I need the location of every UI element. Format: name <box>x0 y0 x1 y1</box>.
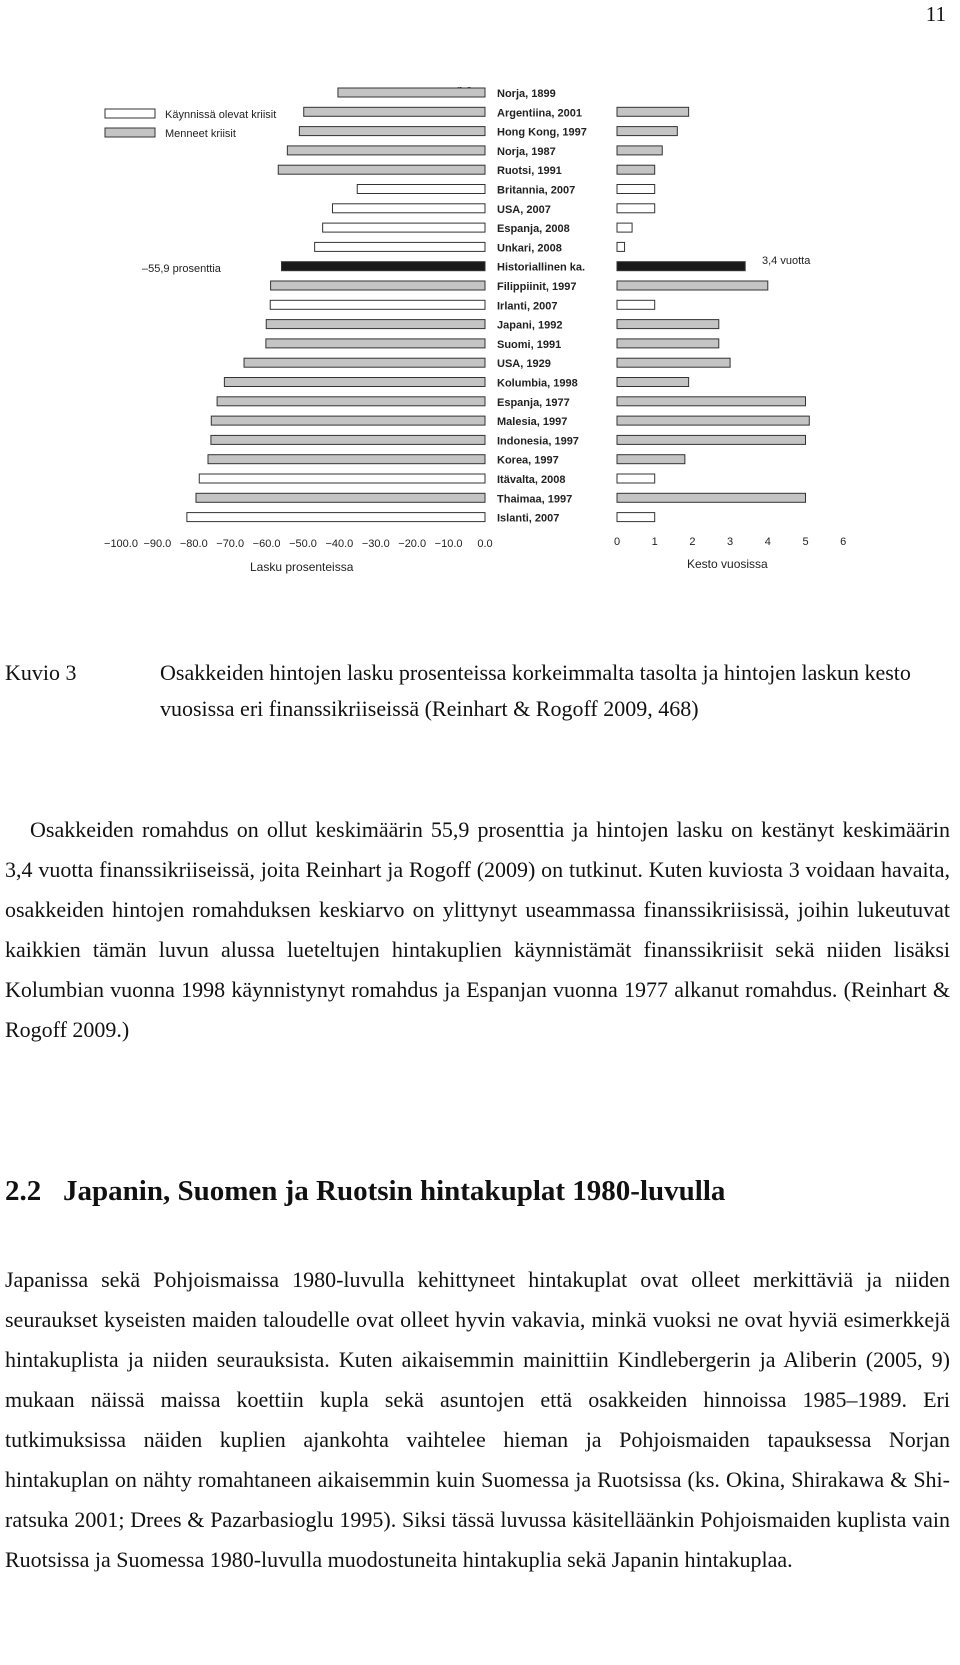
paragraph-1: Osakkeiden romahdus on ollut keskimäärin 55,9 prosenttia ja hintojen lasku on kestänyt keskimäärin 3,4 vuotta finanssikriiseissä, joita Reinhart ja Rogoff (2009) on tutkinut. Kuten kuviosta 3 voidaan havaita, osakkeiden hintojen romahduksen keskiarvo on ylittynyt useammassa finanssikriisissä, joihin lukeutuvat kaikkien tämän luvun alussa lueteltujen hintakuplien käynnistämät finanssikriisit sekä niiden lisäksi Kolumbian vuonna 1998 käynnistynyt romahdus ja Espanjan vuonna 1977 alkanut romahdus. (Reinhart & Rogoff 2009.) <box>5 817 950 1042</box>
bar-drop-10 <box>271 281 485 290</box>
bar-drop-4 <box>278 165 485 174</box>
bar-duration-20 <box>617 474 655 483</box>
bar-drop-2 <box>299 127 485 136</box>
legend-label-past: Menneet kriisit <box>165 128 236 140</box>
section-number: 2.2 <box>5 1175 42 1207</box>
bar-duration-8 <box>617 242 625 251</box>
right-tick-1: 1 <box>651 536 658 548</box>
left-tick-2: −80.0 <box>179 538 208 550</box>
bar-duration-14 <box>617 358 730 367</box>
left-annotation: –55,9 prosenttia <box>142 263 221 275</box>
bar-duration-3 <box>617 146 662 155</box>
category-label-16: Espanja, 1977 <box>497 396 570 409</box>
bar-duration-17 <box>617 416 809 425</box>
bar-drop-17 <box>211 416 485 425</box>
category-labels <box>497 88 587 525</box>
bar-drop-6 <box>332 204 485 213</box>
bar-duration-11 <box>617 300 655 309</box>
bar-drop-18 <box>211 435 485 444</box>
bar-drop-12 <box>266 320 485 329</box>
left-tick-5: −50.0 <box>289 538 317 550</box>
bar-drop-22 <box>187 513 485 522</box>
category-label-10: Filippiinit, 1997 <box>497 281 577 293</box>
category-label-19: Korea, 1997 <box>497 454 559 467</box>
right-bars <box>617 107 809 521</box>
bar-drop-0 <box>338 88 485 97</box>
category-label-1: Argentiina, 2001 <box>497 107 582 120</box>
bar-duration-2 <box>617 127 677 136</box>
left-axis-title: Lasku prosenteissa <box>250 560 354 574</box>
left-tick-9: −10.0 <box>434 538 463 550</box>
bar-duration-10 <box>617 281 768 290</box>
bar-duration-7 <box>617 223 632 232</box>
caption-label: Kuvio 3 <box>5 660 77 685</box>
bar-drop-20 <box>199 474 485 483</box>
bar-drop-14 <box>244 358 485 367</box>
left-tick-4: −60.0 <box>252 538 281 550</box>
category-label-21: Thaimaa, 1997 <box>497 493 573 506</box>
paragraph-2: Japanissa sekä Pohjoismaissa 1980-luvulla kehittyneet hintakuplat ovat olleet merkittäviä ja niiden seuraukset kyseisten maiden taloudelle ovat olleet hyvin vakavia, minkä vuoksi ne ovat hyviä esimerkkejä hintakuplista ja niiden seurauksista. Kuten aikaisemmin mainittiin Kindlebergerin ja Aliberin (2005, 9) mukaan näissä maissa koettiin kupla sekä asuntojen että osakkeiden hinnoissa 1985–1989. Eri tutkimuksissa näiden kuplien ajankohta vaihtelee hieman ja Pohjoismaiden tapauksessa Norjan hintakuplan on nähty romahtaneen aikaisemmin kuin Suomessa ja Ruotsissa (ks. Okina, Shirakawa & Shiratsuka 2001; Drees & Pazarbasioglu 1995). Siksi tässä luvussa käsitelläänkin Pohjoismaiden kuplista vain Ruotsissa ja Suomessa 1980-luvulla muodostuneita hintakuplia sekä Japanin hintakuplaa. <box>5 1267 950 1572</box>
right-tick-5: 5 <box>802 536 809 548</box>
bar-drop-21 <box>196 493 485 502</box>
bar-drop-5 <box>357 185 485 194</box>
bar-duration-9 <box>617 262 745 271</box>
bar-drop-15 <box>224 378 485 387</box>
bar-duration-19 <box>617 455 685 464</box>
category-label-11: Irlanti, 2007 <box>497 300 558 313</box>
category-label-6: USA, 2007 <box>497 203 551 216</box>
bar-drop-9 <box>282 262 485 271</box>
legend-label-ongoing: Käynnissä olevat kriisit <box>165 109 277 121</box>
chart-legend <box>105 109 276 140</box>
bar-drop-8 <box>315 242 485 251</box>
category-label-14: USA, 1929 <box>497 358 551 371</box>
figure-chart <box>60 75 920 615</box>
bar-drop-7 <box>323 223 485 232</box>
page-number: 11 <box>925 2 946 26</box>
bar-drop-11 <box>270 300 485 309</box>
bar-duration-6 <box>617 204 655 213</box>
bar-duration-15 <box>617 378 689 387</box>
category-label-13: Suomi, 1991 <box>497 338 562 351</box>
left-tick-0: −100.0 <box>104 538 138 550</box>
bar-duration-21 <box>617 493 806 502</box>
caption-text: Osakkeiden hintojen lasku prosenteissa korkeimmalta tasolta ja hintojen laskun kesto vuosissa eri finanssikriiseissä (Reinhart & Rogoff 2009, 468) <box>160 660 911 721</box>
right-tick-6: 6 <box>840 536 847 548</box>
category-label-12: Japani, 1992 <box>497 319 563 332</box>
bar-duration-5 <box>617 185 655 194</box>
left-tick-labels <box>104 538 493 550</box>
legend-swatch-past <box>105 128 155 137</box>
bar-drop-19 <box>208 455 485 464</box>
left-tick-7: −30.0 <box>361 538 390 550</box>
section-title: Japanin, Suomen ja Ruotsin hintakuplat 1980-luvulla <box>63 1175 726 1207</box>
category-label-9: Historiallinen ka. <box>497 261 586 274</box>
category-label-8: Unkari, 2008 <box>497 242 562 255</box>
category-label-17: Malesia, 1997 <box>497 416 568 429</box>
bar-duration-18 <box>617 435 806 444</box>
category-label-20: Itävalta, 2008 <box>497 474 566 486</box>
bar-duration-16 <box>617 397 806 406</box>
category-label-2: Hong Kong, 1997 <box>497 126 587 139</box>
right-tick-3: 3 <box>727 536 734 548</box>
category-label-0: Norja, 1899 <box>497 88 556 100</box>
bar-duration-13 <box>617 339 719 348</box>
category-label-15: Kolumbia, 1998 <box>497 377 578 390</box>
bar-duration-4 <box>617 165 655 174</box>
section-heading <box>5 1175 725 1208</box>
category-label-7: Espanja, 2008 <box>497 223 570 236</box>
right-tick-4: 4 <box>764 536 771 548</box>
bar-duration-12 <box>617 320 719 329</box>
left-tick-1: −90.0 <box>143 538 172 550</box>
left-tick-3: −70.0 <box>216 538 245 550</box>
category-label-18: Indonesia, 1997 <box>497 435 579 448</box>
bar-drop-3 <box>287 146 485 155</box>
bar-drop-16 <box>217 397 485 406</box>
chart-svg <box>60 75 920 615</box>
left-tick-10: 0.0 <box>477 538 493 550</box>
category-label-22: Islanti, 2007 <box>497 512 560 525</box>
left-tick-8: −20.0 <box>398 538 427 550</box>
legend-swatch-ongoing <box>105 109 155 118</box>
right-axis-title: Kesto vuosissa <box>687 557 768 571</box>
category-label-4: Ruotsi, 1991 <box>497 165 562 178</box>
bar-drop-13 <box>266 339 485 348</box>
category-label-5: Britannia, 2007 <box>497 184 576 197</box>
bar-drop-1 <box>304 107 485 116</box>
bar-duration-1 <box>617 107 689 116</box>
right-annotation: 3,4 vuotta <box>762 255 811 267</box>
left-bars <box>187 88 485 522</box>
right-tick-labels <box>614 536 846 548</box>
right-tick-0: 0 <box>613 536 621 548</box>
right-tick-2: 2 <box>689 536 696 548</box>
left-tick-6: −40.0 <box>325 538 354 550</box>
category-label-3: Norja, 1987 <box>497 145 556 158</box>
bar-duration-22 <box>617 513 655 522</box>
